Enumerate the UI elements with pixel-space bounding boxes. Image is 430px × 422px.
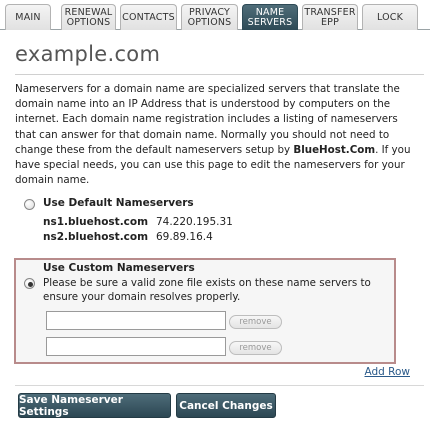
remove-button-2[interactable]: remove: [229, 341, 282, 355]
add-row-link[interactable]: Add Row: [364, 366, 410, 378]
tab-bar: [0, 0, 430, 30]
ns2-host: ns2.bluehost.com: [43, 231, 149, 243]
footer-divider: [15, 385, 424, 386]
ns1-host: ns1.bluehost.com: [43, 216, 149, 228]
cancel-changes-button[interactable]: Cancel Changes: [176, 393, 276, 418]
custom-nameservers-label: Use Custom Nameservers: [43, 262, 195, 274]
custom-nameservers-note: Please be sure a valid zone file exists on these name servers to ensure your domain resolves properly.: [43, 277, 371, 303]
remove-button-1[interactable]: remove: [229, 315, 282, 329]
ns1-ip: 74.220.195.31: [156, 216, 233, 228]
ns2-ip: 69.89.16.4: [156, 231, 213, 243]
save-nameserver-settings-button[interactable]: Save Nameserver Settings: [18, 393, 171, 418]
default-nameservers-label: Use Default Nameservers: [43, 197, 194, 209]
tab-main[interactable]: MAIN: [5, 4, 51, 30]
default-nameservers-radio[interactable]: [24, 199, 35, 210]
intro-text-2: . If you have special needs, you can use this page to edit the nameservers for your domain name.: [15, 143, 411, 187]
intro-text-1: Nameservers for a domain name are specialized servers that translate the domain name into an IP Address that is understood by computers on the internet. Each domain name registration includes a listing of nameservers that can answer for that domain name. Normally you should not need to change these from the default nameservers setup by: [15, 83, 400, 156]
title-divider: [15, 74, 424, 75]
custom-nameservers-radio[interactable]: [24, 278, 35, 289]
nameserver-input-2[interactable]: [46, 337, 226, 356]
intro-paragraph: [15, 82, 417, 188]
tab-privacy-options[interactable]: PRIVACY OPTIONS: [181, 4, 238, 30]
tab-renewal-options[interactable]: RENEWAL OPTIONS: [61, 4, 116, 30]
tab-transfer-epp[interactable]: TRANSFER EPP: [302, 4, 358, 30]
tab-contacts[interactable]: CONTACTS: [120, 4, 177, 30]
tab-lock[interactable]: LOCK: [362, 4, 418, 30]
nameserver-input-1[interactable]: [46, 311, 226, 330]
intro-brand: BlueHost.Com: [293, 143, 376, 156]
tab-name-servers[interactable]: NAME SERVERS: [242, 4, 298, 30]
page-title: example.com: [15, 42, 161, 66]
